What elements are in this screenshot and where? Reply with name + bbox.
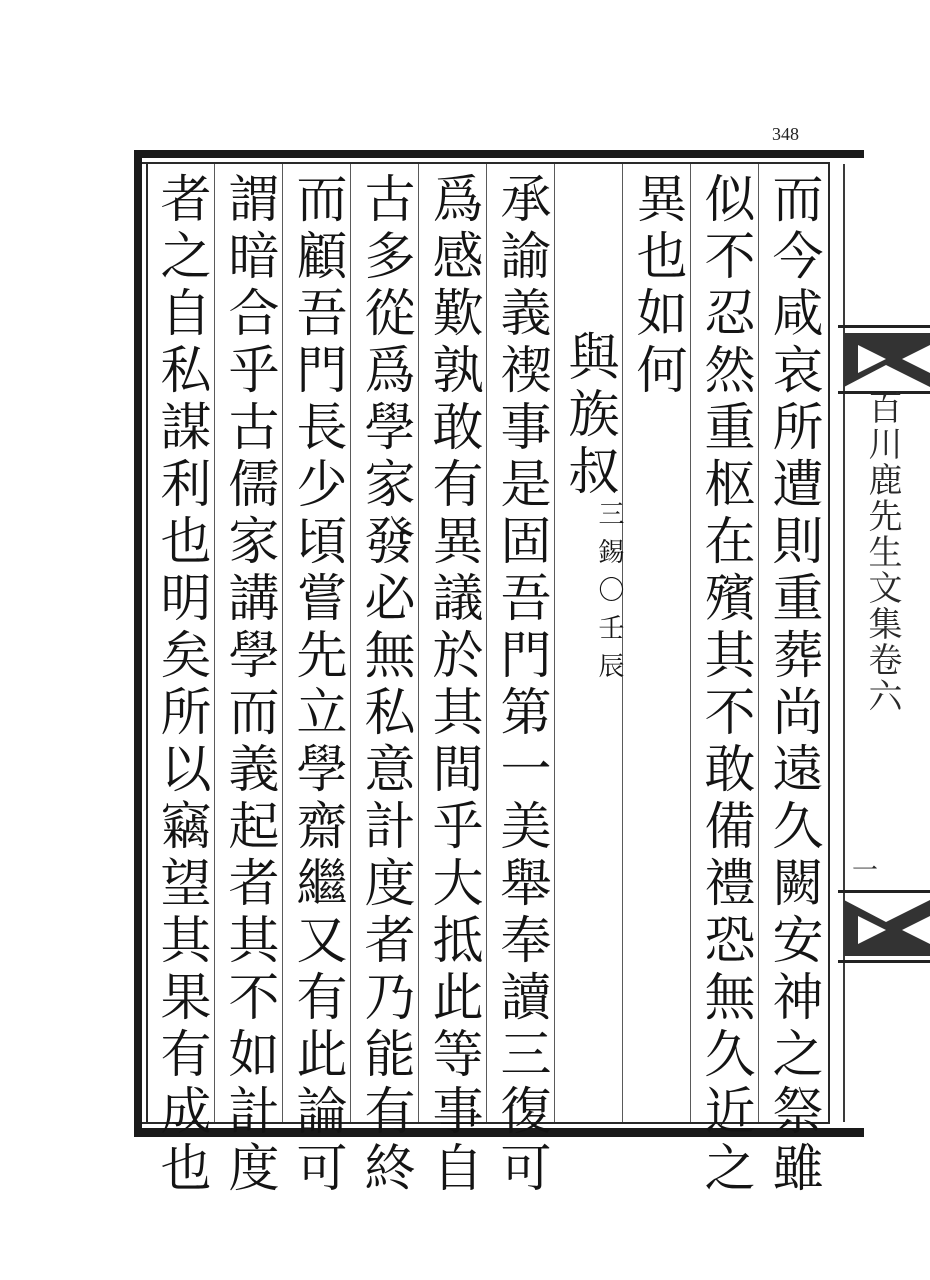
text-column-7: 古多從爲學家發必無私意計度者乃能有終 xyxy=(355,172,414,1198)
column-rule xyxy=(690,164,691,1122)
text-column-3: 異也如何 xyxy=(627,172,686,400)
text-column-5: 承諭義禊事是固吾門第一美舉奉讀三復可 xyxy=(491,172,550,1198)
fishtail-bottom-icon xyxy=(838,890,930,965)
text-column-8: 而顧吾門長少頃嘗先立學齋繼又有此論可 xyxy=(287,172,346,1198)
column-rule xyxy=(758,164,759,1122)
text-column-10: 者之自私謀利也明矣所以竊望其果有成也 xyxy=(151,172,210,1198)
column-rule xyxy=(350,164,351,1122)
column-rule xyxy=(554,164,555,1122)
column-rule xyxy=(486,164,487,1122)
frame-left-border xyxy=(134,150,142,1137)
running-title: 百川鹿先生文集卷六 xyxy=(862,390,902,714)
text-column-9: 謂暗合乎古儒家講學而義起者其不如計度 xyxy=(219,172,278,1198)
letter-heading: 與族叔 xyxy=(559,330,618,501)
text-column-2: 似不忍然重枢在殯其不敢備禮恐無久近之 xyxy=(695,172,754,1198)
frame-left-inner-border xyxy=(146,162,148,1124)
column-rule xyxy=(418,164,419,1122)
text-column-6: 爲感歎孰敢有異議於其間乎大抵此等事自 xyxy=(423,172,482,1198)
column-rule xyxy=(282,164,283,1122)
letter-heading-note: 三錫〇壬辰 xyxy=(594,500,624,690)
text-column-1: 而今咸哀所遭則重葬尚遠久闕安神之祭雖 xyxy=(763,172,822,1198)
frame-right-inner-border xyxy=(828,162,830,1124)
fishtail-top-icon xyxy=(838,325,930,395)
frame-top-border xyxy=(134,150,864,158)
page-number: 348 xyxy=(772,124,799,144)
margin-mark: 一 xyxy=(852,856,879,886)
frame-top-inner-border xyxy=(140,162,830,164)
margin-rule xyxy=(843,164,845,1122)
column-rule xyxy=(214,164,215,1122)
